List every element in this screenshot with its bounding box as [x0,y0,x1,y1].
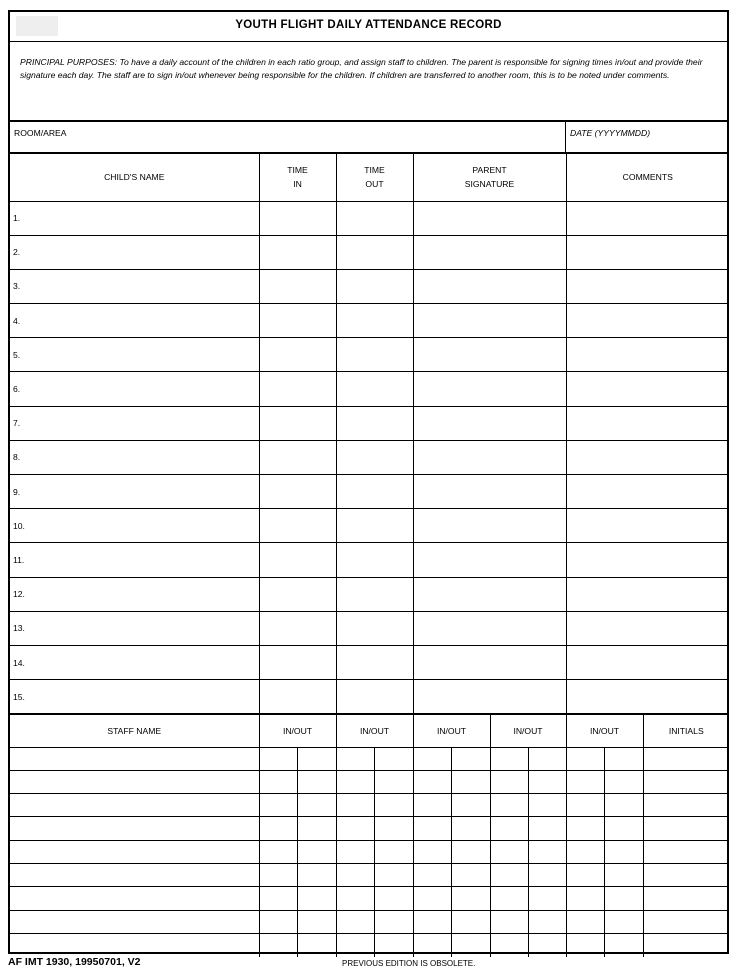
time-in-slot[interactable] [259,887,297,910]
row-number: 1. [13,213,21,224]
child-name-cell[interactable] [10,406,259,440]
time-in-slot[interactable] [490,910,528,933]
time-in-slot[interactable] [259,863,297,886]
time-out-slot[interactable] [374,910,413,933]
time-out-cell[interactable] [336,577,413,611]
row-number: 8. [13,452,21,463]
time-out-cell[interactable] [336,611,413,645]
staff-row [10,933,729,956]
time-in-slot[interactable] [259,770,297,793]
time-out-slot[interactable] [451,770,490,793]
staff-name-cell[interactable] [10,863,259,886]
time-out-slot[interactable] [451,933,490,956]
time-out-slot[interactable] [604,840,643,863]
initials-cell[interactable] [643,887,729,910]
comments-cell[interactable] [566,475,729,509]
time-out-slot[interactable] [451,840,490,863]
initials-cell[interactable] [643,840,729,863]
parent-signature-cell[interactable] [413,406,566,440]
form-id: AF IMT 1930, 19950701, V2 [8,956,141,968]
staff-row [10,794,729,817]
in-out-header-5: IN/OUT [566,714,643,747]
time-out-slot[interactable] [297,817,336,840]
time-in-slot[interactable] [566,794,604,817]
time-in-slot[interactable] [413,794,451,817]
parent-signature-header: PARENT SIGNATURE [413,154,566,201]
child-row [10,680,729,714]
time-in-cell[interactable] [259,440,336,474]
time-in-slot[interactable] [259,817,297,840]
time-in-cell[interactable] [259,406,336,440]
initials-cell[interactable] [643,770,729,793]
staff-name-header: STAFF NAME [10,714,259,747]
time-out-slot[interactable] [451,887,490,910]
comments-cell[interactable] [566,338,729,372]
time-in-slot[interactable] [259,910,297,933]
child-name-cell[interactable] [10,269,259,303]
title-bar [10,12,727,42]
time-out-cell[interactable] [336,304,413,338]
child-name-cell[interactable] [10,201,259,235]
time-in-slot[interactable] [566,933,604,956]
comments-header: COMMENTS [566,154,729,201]
date-field[interactable] [565,122,729,152]
time-in-cell[interactable] [259,509,336,543]
row-number: 13. [13,623,25,634]
time-in-cell[interactable] [259,338,336,372]
time-in-slot[interactable] [336,794,374,817]
staff-row [10,840,729,863]
time-out-cell[interactable] [336,235,413,269]
time-in-slot[interactable] [336,770,374,793]
parent-signature-cell[interactable] [413,269,566,303]
child-row [10,201,729,235]
time-out-cell[interactable] [336,645,413,679]
parent-signature-cell[interactable] [413,475,566,509]
time-out-header: TIME OUT [336,154,413,201]
time-in-slot[interactable] [490,794,528,817]
time-in-slot[interactable] [413,933,451,956]
time-in-slot[interactable] [566,887,604,910]
time-in-slot[interactable] [413,887,451,910]
time-in-slot[interactable] [566,770,604,793]
child-name-cell[interactable] [10,543,259,577]
time-out-slot[interactable] [604,863,643,886]
comments-cell[interactable] [566,577,729,611]
parent-signature-cell[interactable] [413,645,566,679]
time-out-slot[interactable] [451,817,490,840]
time-in-slot[interactable] [336,840,374,863]
comments-cell[interactable] [566,680,729,714]
row-number: 5. [13,349,21,360]
child-name-cell[interactable] [10,509,259,543]
child-row [10,338,729,372]
staff-row [10,747,729,770]
time-out-cell[interactable] [336,269,413,303]
row-number: 2. [13,247,21,258]
time-in-slot[interactable] [413,770,451,793]
time-in-slot[interactable] [490,863,528,886]
in-out-header-2: IN/OUT [336,714,413,747]
time-in-slot[interactable] [490,887,528,910]
staff-name-cell[interactable] [10,887,259,910]
time-in-slot[interactable] [413,817,451,840]
time-in-cell[interactable] [259,475,336,509]
in-out-header-1: IN/OUT [259,714,336,747]
time-in-slot[interactable] [490,840,528,863]
staff-row [10,770,729,793]
time-in-slot[interactable] [566,910,604,933]
time-in-slot[interactable] [413,840,451,863]
time-in-slot[interactable] [259,794,297,817]
time-in-cell[interactable] [259,680,336,714]
time-out-slot[interactable] [528,747,566,770]
time-in-slot[interactable] [336,933,374,956]
time-in-cell[interactable] [259,372,336,406]
time-out-slot[interactable] [604,794,643,817]
time-in-cell[interactable] [259,645,336,679]
child-row [10,577,729,611]
row-number: 3. [13,281,21,292]
time-out-slot[interactable] [451,794,490,817]
time-out-slot[interactable] [297,887,336,910]
comments-cell[interactable] [566,304,729,338]
time-out-slot[interactable] [297,747,336,770]
comments-cell[interactable] [566,645,729,679]
time-out-slot[interactable] [451,863,490,886]
row-number: 14. [13,657,25,668]
staff-name-cell[interactable] [10,770,259,793]
child-row [10,543,729,577]
time-in-slot[interactable] [490,770,528,793]
time-out-cell[interactable] [336,509,413,543]
staff-name-cell[interactable] [10,817,259,840]
time-out-slot[interactable] [297,933,336,956]
child-row [10,269,729,303]
time-out-slot[interactable] [297,910,336,933]
staff-name-cell[interactable] [10,840,259,863]
staff-name-cell[interactable] [10,910,259,933]
child-row [10,475,729,509]
initials-cell[interactable] [643,863,729,886]
time-in-slot[interactable] [566,863,604,886]
parent-signature-cell[interactable] [413,440,566,474]
time-out-cell[interactable] [336,201,413,235]
row-number: 12. [13,589,25,600]
time-in-slot[interactable] [336,910,374,933]
staff-row [10,863,729,886]
time-in-slot[interactable] [490,933,528,956]
comments-cell[interactable] [566,235,729,269]
comments-cell[interactable] [566,509,729,543]
initials-cell[interactable] [643,817,729,840]
time-out-slot[interactable] [374,794,413,817]
time-out-slot[interactable] [528,910,566,933]
child-name-cell[interactable] [10,611,259,645]
time-in-cell[interactable] [259,611,336,645]
time-out-slot[interactable] [604,747,643,770]
child-row [10,611,729,645]
time-in-header: TIME IN [259,154,336,201]
parent-signature-cell[interactable] [413,304,566,338]
time-in-cell[interactable] [259,577,336,611]
time-out-slot[interactable] [604,887,643,910]
attendance-form [8,10,729,954]
child-name-cell[interactable] [10,680,259,714]
time-out-cell[interactable] [336,475,413,509]
child-row [10,235,729,269]
time-out-slot[interactable] [374,933,413,956]
time-out-slot[interactable] [604,770,643,793]
comments-cell[interactable] [566,406,729,440]
comments-cell[interactable] [566,543,729,577]
time-in-slot[interactable] [336,887,374,910]
parent-signature-cell[interactable] [413,509,566,543]
parent-signature-cell[interactable] [413,577,566,611]
time-in-slot[interactable] [490,817,528,840]
initials-cell[interactable] [643,910,729,933]
childs-name-header: CHILD'S NAME [10,154,259,201]
parent-signature-cell[interactable] [413,611,566,645]
principal-purposes: PRINCIPAL PURPOSES: To have a daily account of the children in each ratio group, and assign staff to children. The parent is responsible for signing times in/out and provide their signature each day. The staff are to sign in/out whenever being responsible for the children. If children are transferred to another room, this is to be noted under comments. [10,42,727,122]
room-date-row [10,122,727,154]
time-out-slot[interactable] [297,840,336,863]
parent-signature-cell[interactable] [413,543,566,577]
staff-row [10,887,729,910]
parent-signature-cell[interactable] [413,338,566,372]
in-out-header-4: IN/OUT [490,714,566,747]
edition-note: PREVIOUS EDITION IS OBSOLETE. [342,959,476,968]
time-out-slot[interactable] [528,863,566,886]
time-in-cell[interactable] [259,269,336,303]
date-label: DATE (YYYYMMDD) [570,128,651,138]
time-in-slot[interactable] [336,747,374,770]
time-out-cell[interactable] [336,543,413,577]
row-number: 15. [13,691,25,702]
time-out-slot[interactable] [374,887,413,910]
time-out-slot[interactable] [528,770,566,793]
time-out-cell[interactable] [336,680,413,714]
time-in-cell[interactable] [259,304,336,338]
child-row [10,304,729,338]
parent-signature-cell[interactable] [413,201,566,235]
row-number: 11. [13,554,25,565]
staff-name-cell[interactable] [10,933,259,956]
child-name-cell[interactable] [10,577,259,611]
time-out-slot[interactable] [528,794,566,817]
time-in-slot[interactable] [259,840,297,863]
child-name-cell[interactable] [10,475,259,509]
in-out-header-3: IN/OUT [413,714,490,747]
time-in-slot[interactable] [336,817,374,840]
time-out-slot[interactable] [374,770,413,793]
time-out-slot[interactable] [528,933,566,956]
initials-cell[interactable] [643,747,729,770]
time-in-slot[interactable] [413,747,451,770]
parent-signature-cell[interactable] [413,372,566,406]
child-row [10,440,729,474]
time-out-slot[interactable] [604,910,643,933]
time-out-slot[interactable] [528,817,566,840]
initials-cell[interactable] [643,933,729,956]
row-number: 7. [13,418,21,429]
comments-cell[interactable] [566,201,729,235]
time-out-slot[interactable] [374,747,413,770]
comments-cell[interactable] [566,440,729,474]
child-name-cell[interactable] [10,440,259,474]
time-out-slot[interactable] [528,887,566,910]
time-in-slot[interactable] [566,747,604,770]
child-name-cell[interactable] [10,304,259,338]
child-name-cell[interactable] [10,338,259,372]
time-in-slot[interactable] [259,933,297,956]
time-in-cell[interactable] [259,543,336,577]
time-in-slot[interactable] [413,910,451,933]
child-row [10,372,729,406]
time-out-slot[interactable] [297,863,336,886]
staff-name-cell[interactable] [10,794,259,817]
time-in-slot[interactable] [413,863,451,886]
staff-row [10,910,729,933]
child-row [10,509,729,543]
child-name-cell[interactable] [10,372,259,406]
staff-row [10,817,729,840]
time-out-slot[interactable] [297,770,336,793]
row-number: 6. [13,384,21,395]
initials-cell[interactable] [643,794,729,817]
room-area-label: ROOM/AREA [14,128,67,138]
comments-cell[interactable] [566,611,729,645]
parent-signature-cell[interactable] [413,680,566,714]
row-number: 9. [13,486,21,497]
time-out-slot[interactable] [374,863,413,886]
time-out-slot[interactable] [604,933,643,956]
time-in-slot[interactable] [490,747,528,770]
parent-signature-cell[interactable] [413,235,566,269]
staff-table [10,713,729,957]
time-in-slot[interactable] [566,840,604,863]
child-name-cell[interactable] [10,235,259,269]
row-number: 10. [13,520,25,531]
time-out-cell[interactable] [336,372,413,406]
time-out-cell[interactable] [336,338,413,372]
time-out-slot[interactable] [451,910,490,933]
child-row [10,645,729,679]
time-out-cell[interactable] [336,406,413,440]
time-in-slot[interactable] [259,747,297,770]
time-in-cell[interactable] [259,235,336,269]
child-name-cell[interactable] [10,645,259,679]
time-out-slot[interactable] [374,840,413,863]
comments-cell[interactable] [566,269,729,303]
row-number: 4. [13,315,21,326]
child-row [10,406,729,440]
time-in-slot[interactable] [336,863,374,886]
staff-name-cell[interactable] [10,747,259,770]
time-in-slot[interactable] [566,817,604,840]
time-out-cell[interactable] [336,440,413,474]
time-out-slot[interactable] [374,817,413,840]
initials-header: INITIALS [643,714,729,747]
time-in-cell[interactable] [259,201,336,235]
time-out-slot[interactable] [528,840,566,863]
time-out-slot[interactable] [451,747,490,770]
time-out-slot[interactable] [297,794,336,817]
form-title: YOUTH FLIGHT DAILY ATTENDANCE RECORD [235,19,502,31]
comments-cell[interactable] [566,372,729,406]
time-out-slot[interactable] [604,817,643,840]
children-table [10,154,729,714]
